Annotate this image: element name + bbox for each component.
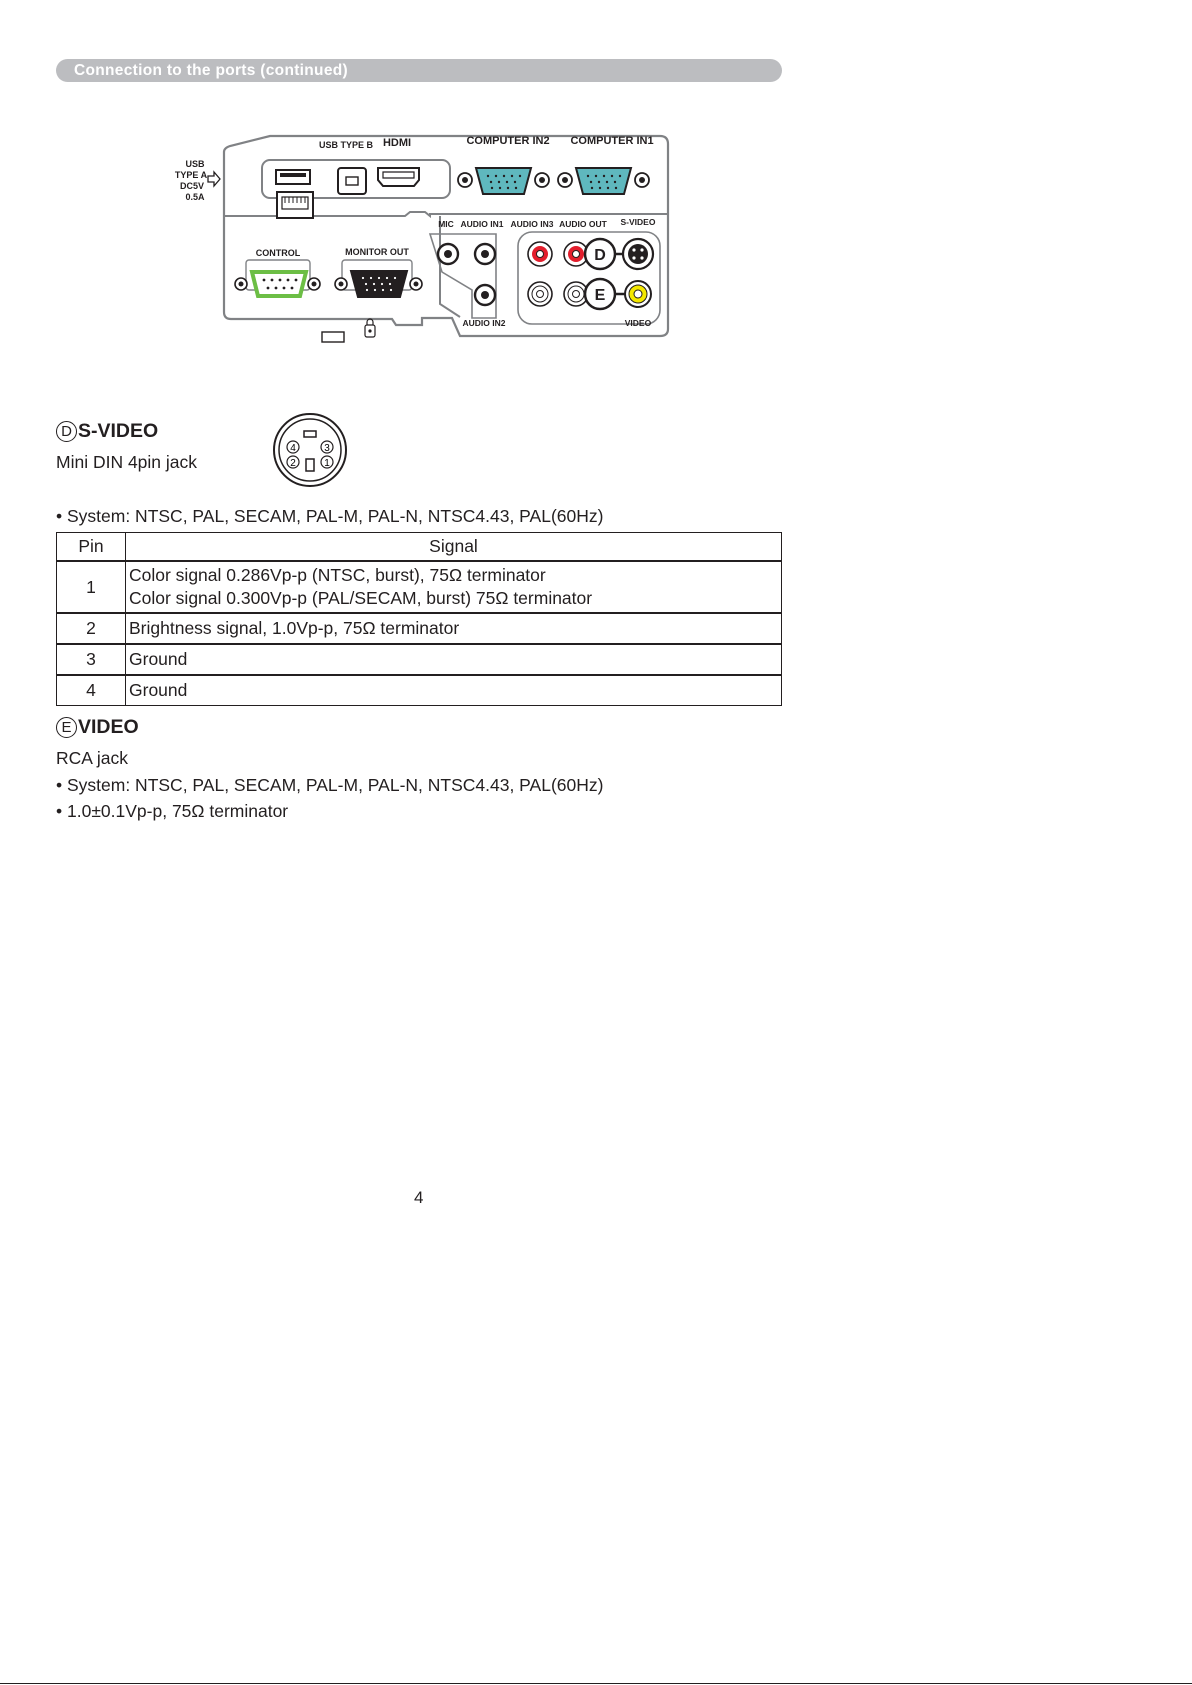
audio-out-label: AUDIO OUT: [559, 219, 607, 229]
audio-in3-l-center: [537, 291, 544, 298]
computer-in2-label: COMPUTER IN2: [466, 135, 550, 147]
control-screw-right-dot: [312, 282, 317, 287]
table-header-signal: Signal: [126, 533, 782, 562]
table-cell-signal: [126, 561, 782, 613]
table-cell-pin: 2: [57, 613, 126, 644]
video-system: • System: NTSC, PAL, SECAM, PAL-M, PAL-N, NTSC4.43, PAL(60Hz): [56, 775, 604, 795]
callout-e-letter: E: [594, 287, 606, 304]
table-row: [57, 675, 782, 706]
s-video-label: S-VIDEO: [620, 217, 656, 227]
table-header-pin: Pin: [57, 533, 126, 562]
audio-in1-jack-center: [481, 250, 489, 258]
mic-jack-center: [444, 250, 452, 258]
audio-in2-jack-center: [481, 291, 489, 299]
usb-type-a-label: [175, 159, 208, 202]
port-panel-diagram: [160, 124, 680, 354]
page-number: 4: [414, 1188, 424, 1207]
din-pin-1-label: 1: [324, 458, 330, 469]
kensington-lock-icon: [365, 319, 375, 337]
s-video-jack-body: [628, 244, 648, 264]
signal-line: Color signal 0.300Vp-p (PAL/SECAM, burst) 75Ω terminator: [129, 588, 593, 608]
monitor-out-screw-left-dot: [339, 282, 344, 287]
computer-in1-screw-right-dot: [639, 177, 645, 183]
table-cell-pin: 3: [57, 644, 126, 675]
control-screw-left-dot: [239, 282, 244, 287]
audio-in3-label: AUDIO IN3: [510, 219, 554, 229]
din-pin-4-label: 4: [290, 443, 296, 454]
din-pin-3-label: 3: [324, 443, 330, 454]
video-jack-type: RCA jack: [56, 748, 128, 768]
computer-in2-port: [476, 168, 531, 194]
arrow-icon: [208, 172, 220, 186]
control-port: [252, 272, 306, 296]
video-title: VIDEO: [78, 716, 139, 738]
mini-din-4pin-diagram: [270, 410, 350, 490]
panel-inner-lower: [440, 216, 460, 317]
computer-in1-port: [576, 168, 631, 194]
din-pin-2-label: 2: [290, 458, 296, 469]
table-cell-signal: Brightness signal, 1.0Vp-p, 75Ω terminator: [126, 613, 782, 644]
s-video-letter-badge: D: [56, 421, 77, 442]
table-cell-signal: Ground: [126, 675, 782, 706]
table-header-row: [57, 533, 782, 562]
security-bar-slot: [322, 332, 344, 342]
callout-d-letter: D: [594, 247, 606, 264]
s-video-heading: [56, 420, 158, 443]
table-row: [57, 644, 782, 675]
table-cell-signal: Ground: [126, 644, 782, 675]
audio-out-r-center: [573, 251, 580, 258]
s-video-title: S-VIDEO: [78, 420, 159, 442]
usb-type-a-line-1: USB: [185, 159, 205, 169]
video-jack-center: [634, 290, 642, 298]
video-label: VIDEO: [624, 318, 652, 328]
table-row: [57, 613, 782, 644]
usb-type-a-line-3: DC5V: [179, 181, 205, 191]
monitor-out-label: MONITOR OUT: [345, 247, 409, 257]
usb-type-b-port: [338, 168, 366, 194]
s-video-system: • System: NTSC, PAL, SECAM, PAL-M, PAL-N, NTSC4.43, PAL(60Hz): [56, 506, 604, 526]
bottom-divider: [0, 1683, 1192, 1684]
monitor-out-port: [351, 271, 407, 297]
audio-in3-r-center: [537, 251, 544, 258]
computer-in1-label: COMPUTER IN1: [570, 135, 654, 147]
audio-in2-label: AUDIO IN2: [462, 318, 506, 328]
s-video-jack-type: Mini DIN 4pin jack: [56, 452, 198, 472]
computer-in1-screw-left-dot: [562, 177, 568, 183]
signal-line: Color signal 0.286Vp-p (NTSC, burst), 75Ω terminator: [129, 565, 546, 585]
hdmi-label: HDMI: [382, 137, 412, 149]
mic-label: MIC: [438, 219, 454, 229]
usb-type-b-label: USB TYPE B: [318, 140, 374, 150]
s-video-pin-table: [56, 532, 782, 706]
section-header-title: Connection to the ports (continued): [74, 62, 348, 79]
hdmi-port: [378, 168, 419, 186]
audio-in1-label: AUDIO IN1: [460, 219, 504, 229]
table-cell-pin: 4: [57, 675, 126, 706]
video-heading: [56, 716, 139, 739]
din-center-key: [306, 459, 314, 471]
usb-type-a-line-2: TYPE A: [174, 170, 208, 180]
table-row: [57, 561, 782, 613]
usb-type-a-line-4: 0.5A: [185, 192, 205, 202]
video-level: • 1.0±0.1Vp-p, 75Ω terminator: [56, 801, 289, 821]
usb-type-a-tongue: [280, 173, 306, 177]
video-letter-badge: E: [56, 717, 77, 738]
table-cell-pin: 1: [57, 561, 126, 613]
section-header-bar: [56, 59, 782, 82]
din-key-notch: [304, 431, 316, 437]
control-label: CONTROL: [255, 248, 301, 258]
audio-out-l-center: [573, 291, 580, 298]
computer-in2-screw-left-dot: [462, 177, 468, 183]
computer-in2-screw-right-dot: [539, 177, 545, 183]
monitor-out-screw-right-dot: [414, 282, 419, 287]
